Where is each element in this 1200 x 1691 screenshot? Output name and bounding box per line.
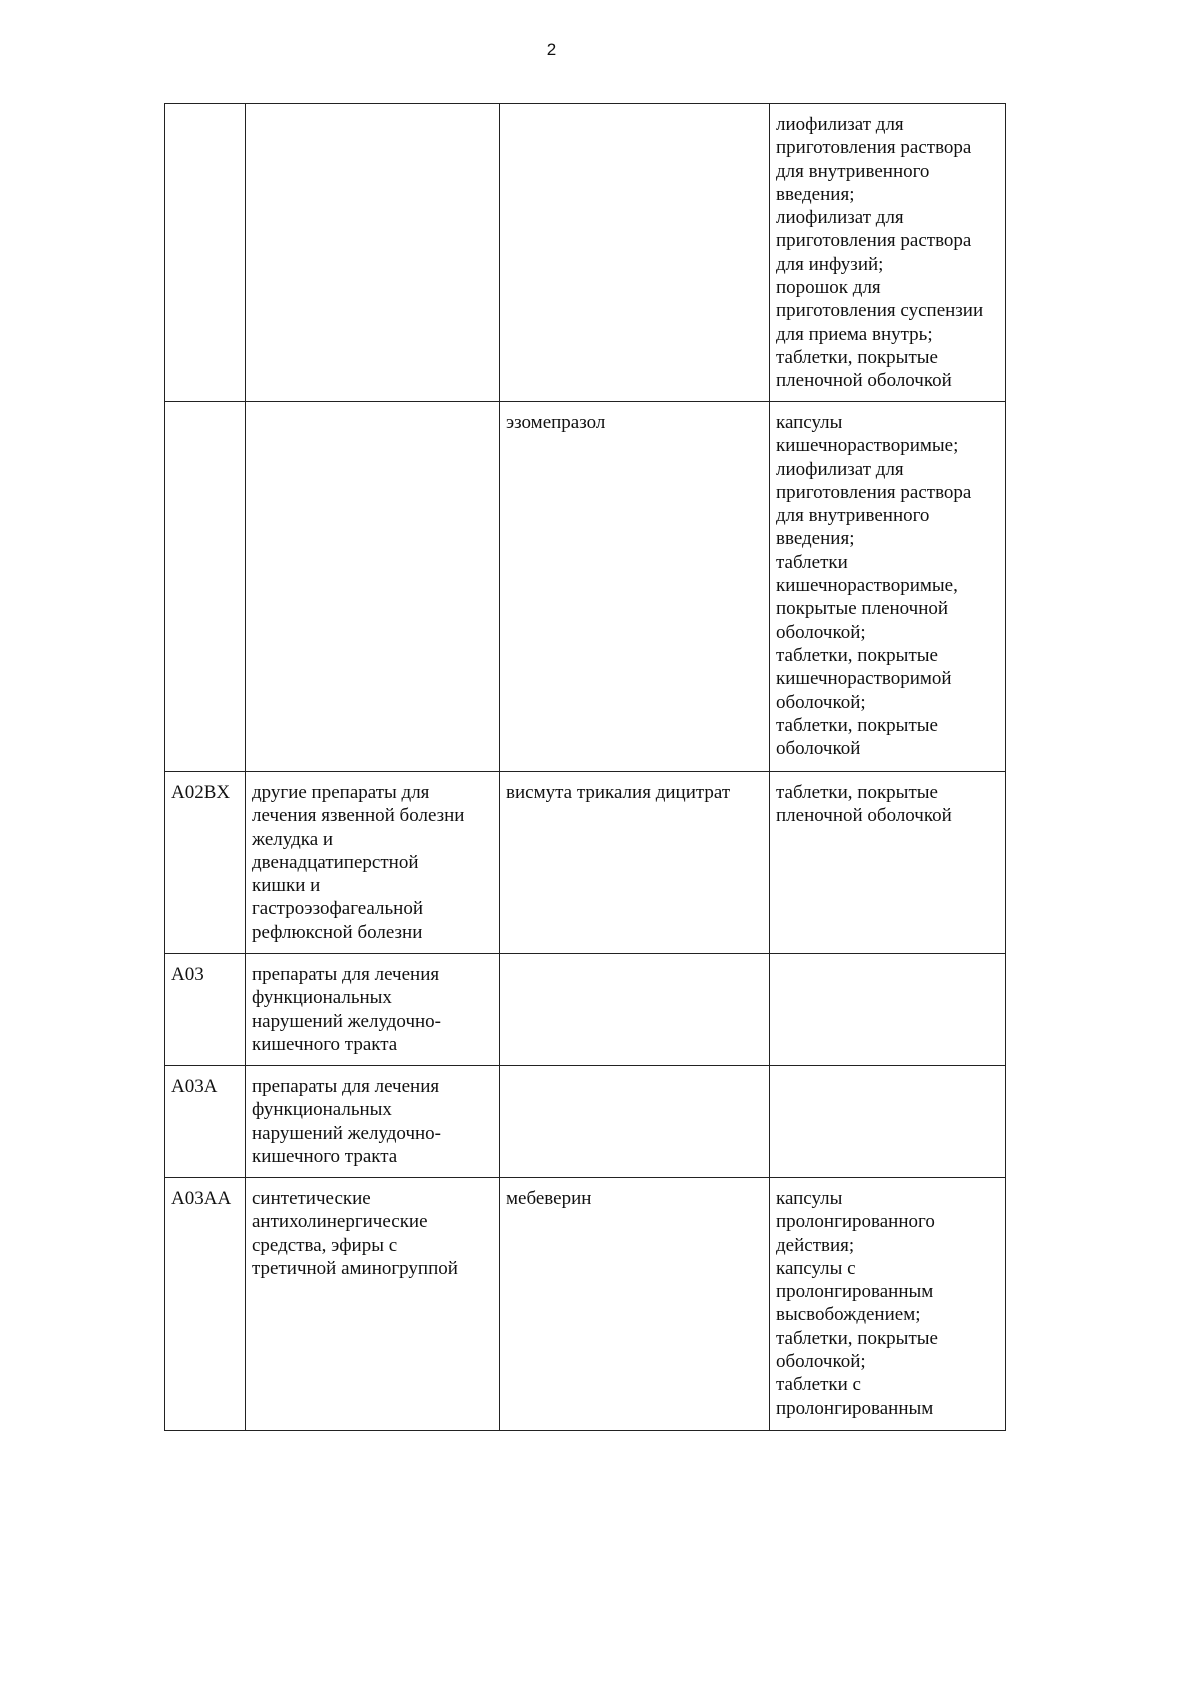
group-name-cell: другие препараты для лечения язвенной болезни желудка и двенадцатиперстной кишки и гастроэзофагеальной рефлюксной болезни bbox=[246, 772, 500, 954]
table-row bbox=[165, 954, 1006, 1066]
atc-code-cell bbox=[165, 104, 246, 402]
group-name-cell: препараты для лечения функциональных нарушений желудочно- кишечного тракта bbox=[246, 1066, 500, 1178]
table-row bbox=[165, 1066, 1006, 1178]
table-row bbox=[165, 772, 1006, 954]
table-row bbox=[165, 1178, 1006, 1431]
table-row bbox=[165, 104, 1006, 402]
dosage-forms-cell bbox=[770, 954, 1006, 1066]
drug-name-cell bbox=[500, 104, 770, 402]
group-name-cell bbox=[246, 104, 500, 402]
drug-name-cell: мебеверин bbox=[500, 1178, 770, 1431]
group-name-cell: препараты для лечения функциональных нарушений желудочно- кишечного тракта bbox=[246, 954, 500, 1066]
dosage-forms-cell: лиофилизат для приготовления раствора для внутривенного введения; лиофилизат для приготовления раствора для инфузий; порошок для приготовления суспензии для приема внутрь; таблетки, покрытые пленочной оболочкой bbox=[770, 104, 1006, 402]
atc-code-cell: A03 bbox=[165, 954, 246, 1066]
dosage-forms-cell: капсулы пролонгированного действия; капсулы с пролонгированным высвобождением; таблетки, покрытые оболочкой; таблетки с пролонгированным bbox=[770, 1178, 1006, 1431]
page-number: 2 bbox=[546, 40, 557, 59]
group-name-cell bbox=[246, 402, 500, 772]
drug-list-table bbox=[164, 103, 1006, 1431]
atc-code-cell: A03AA bbox=[165, 1178, 246, 1431]
drug-name-cell: эзомепразол bbox=[500, 402, 770, 772]
drug-name-cell bbox=[500, 954, 770, 1066]
dosage-forms-cell bbox=[770, 1066, 1006, 1178]
dosage-forms-cell: капсулы кишечнорастворимые; лиофилизат для приготовления раствора для внутривенного введения; таблетки кишечнорастворимые, покрытые пленочной оболочкой; таблетки, покрытые кишечнорастворимой оболочкой; таблетки, покрытые оболочкой bbox=[770, 402, 1006, 772]
group-name-cell: синтетические антихолинергические средства, эфиры с третичной аминогруппой bbox=[246, 1178, 500, 1431]
atc-code-cell: A02BX bbox=[165, 772, 246, 954]
drug-name-cell bbox=[500, 1066, 770, 1178]
drug-name-cell: висмута трикалия дицитрат bbox=[500, 772, 770, 954]
dosage-forms-cell: таблетки, покрытые пленочной оболочкой bbox=[770, 772, 1006, 954]
table-row bbox=[165, 402, 1006, 772]
atc-code-cell bbox=[165, 402, 246, 772]
atc-code-cell: A03A bbox=[165, 1066, 246, 1178]
